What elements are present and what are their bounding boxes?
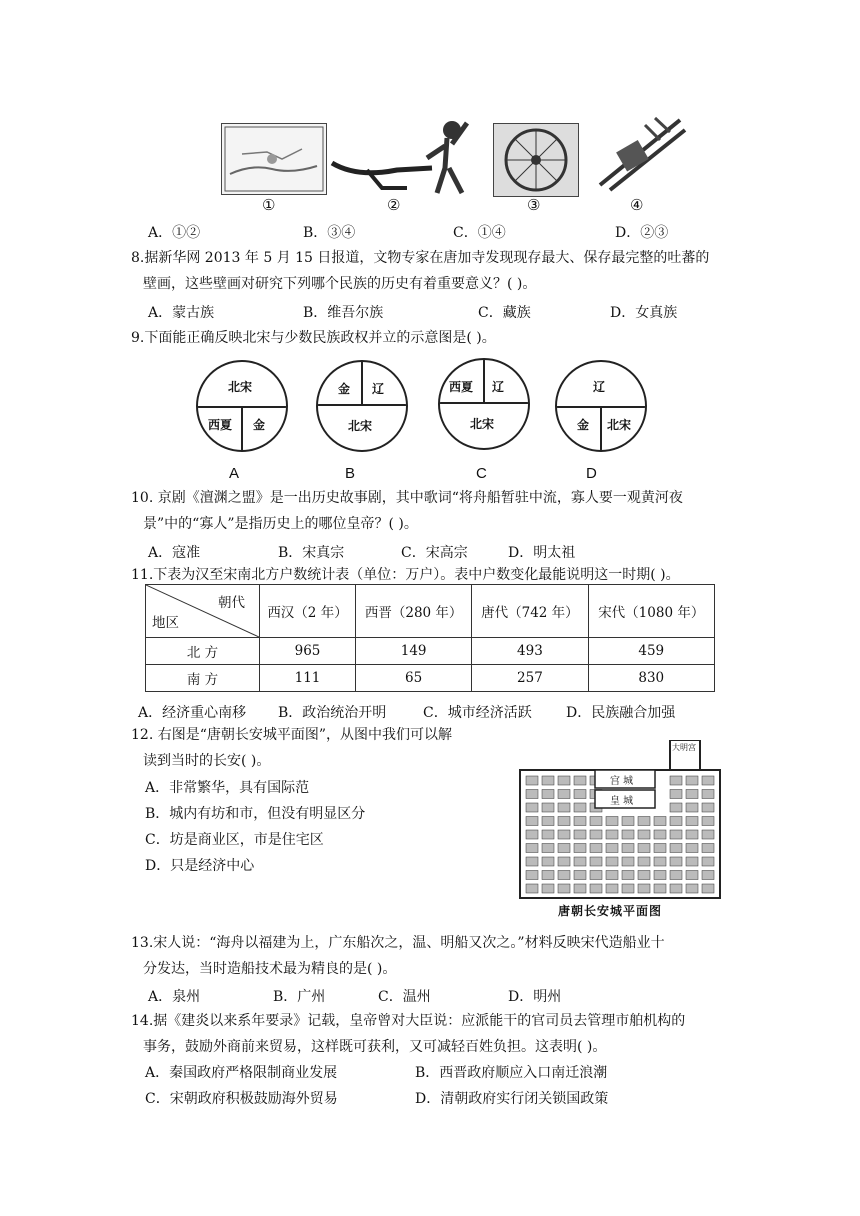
- table-row: [146, 665, 715, 692]
- map-ward-block: [654, 857, 666, 866]
- map-ward-block: [702, 871, 714, 880]
- table-cell: 965: [260, 638, 356, 665]
- table-column-header: 宋代（1080 年）: [588, 585, 714, 638]
- picture-label-3: ③: [527, 196, 541, 214]
- map-ward-block: [526, 830, 538, 839]
- q12-option-b[interactable]: B．城内有坊和市，但没有明显区分: [145, 806, 366, 822]
- map-ward-block: [670, 857, 682, 866]
- diagram-b-bottom: 北宋: [348, 419, 373, 433]
- map-ward-block: [670, 790, 682, 799]
- map-ward-block: [590, 817, 602, 826]
- question-8: [131, 245, 731, 297]
- picture-label-2: ②: [387, 196, 401, 214]
- q14-line2: 事务，鼓励外商前来贸易，这样既可获利，又可减轻百姓负担。这表明( )。: [143, 1039, 607, 1055]
- q8-option-c[interactable]: C．藏族: [478, 305, 531, 321]
- map-ward-block: [670, 871, 682, 880]
- question-14: [131, 1008, 731, 1060]
- changan-city-map: [510, 740, 735, 918]
- diagram-d-top: 辽: [593, 380, 606, 394]
- q12-line2: 读到当时的长安( )。: [143, 753, 271, 769]
- picture-1-drawing: [222, 124, 326, 194]
- map-daming-palace-label: 大明宫: [672, 743, 696, 752]
- map-ward-block: [606, 817, 618, 826]
- q13-line1: 13.宋人说：“海舟以福建为上，广东船次之，温、明船又次之。”材料反映宋代造船业十: [131, 935, 665, 951]
- map-ward-block: [574, 803, 586, 812]
- map-ward-block: [686, 817, 698, 826]
- map-ward-block: [526, 803, 538, 812]
- question-13: [131, 930, 731, 982]
- q12-option-d[interactable]: D．只是经济中心: [145, 858, 255, 874]
- map-ward-block: [702, 857, 714, 866]
- map-ward-block: [686, 844, 698, 853]
- map-ward-block: [654, 884, 666, 893]
- map-ward-block: [606, 857, 618, 866]
- picture-4-chain-pump: [590, 110, 690, 195]
- map-ward-block: [558, 790, 570, 799]
- map-ward-block: [590, 830, 602, 839]
- map-ward-block: [526, 817, 538, 826]
- map-ward-block: [574, 830, 586, 839]
- table-column-header: 西汉（2 年）: [260, 585, 356, 638]
- picture-2-plough: [327, 108, 477, 196]
- q11-option-b[interactable]: B．政治统治开明: [278, 705, 387, 721]
- map-ward-block: [542, 857, 554, 866]
- map-ward-block: [686, 790, 698, 799]
- map-ward-block: [526, 790, 538, 799]
- diagram-a-label[interactable]: A: [229, 465, 240, 482]
- map-ward-block: [686, 884, 698, 893]
- map-ward-block: [702, 776, 714, 785]
- table-row: [146, 638, 715, 665]
- picture-1-irrigation: [221, 123, 327, 195]
- q12-option-a[interactable]: A．非常繁华，具有国际范: [145, 780, 310, 796]
- map-ward-block: [590, 844, 602, 853]
- map-ward-block: [526, 884, 538, 893]
- map-ward-block: [574, 857, 586, 866]
- diagram-d-bottom-right: 北宋: [607, 418, 632, 432]
- map-ward-block: [670, 844, 682, 853]
- map-ward-block: [558, 884, 570, 893]
- map-ward-block: [622, 884, 634, 893]
- diagram-b-top-right: 辽: [372, 382, 385, 396]
- q10-line1: 10. 京剧《澶渊之盟》是一出历史故事剧，其中歌词“将舟船暂驻中流，寡人要一观黄河夜: [131, 490, 683, 506]
- map-ward-block: [670, 817, 682, 826]
- map-ward-block: [558, 776, 570, 785]
- q14-option-d[interactable]: D．清朝政府实行闭关锁国政策: [415, 1091, 609, 1107]
- map-imperial-city-label: 皇 城: [610, 796, 634, 807]
- question-10: [131, 485, 731, 537]
- map-ward-block: [622, 830, 634, 839]
- q11-option-d[interactable]: D．民族融合加强: [566, 705, 676, 721]
- map-ward-block: [526, 871, 538, 880]
- map-ward-block: [702, 817, 714, 826]
- q12-option-c[interactable]: C．坊是商业区，市是住宅区: [145, 832, 324, 848]
- map-ward-block: [686, 871, 698, 880]
- q8-line1: 8.据新华网 2013 年 5 月 15 日报道，文物专家在唐加寺发现现存最大、保存最完整的吐蕃的: [131, 250, 710, 266]
- picture-label-1: ①: [262, 196, 276, 214]
- diagram-c-top-left: 西夏: [449, 380, 474, 394]
- q10-option-c[interactable]: C．宋高宗: [401, 545, 468, 561]
- diagram-a-top: 北宋: [228, 380, 253, 394]
- q12-line1: 12. 右图是“唐朝长安城平面图”，从图中我们可以解: [131, 727, 453, 743]
- map-ward-block: [558, 817, 570, 826]
- table-column-header: 唐代（742 年）: [472, 585, 588, 638]
- map-ward-block: [638, 844, 650, 853]
- table-cell: 149: [356, 638, 472, 665]
- q8-option-b[interactable]: B．维吾尔族: [303, 305, 384, 321]
- q14-line1: 14.据《建炎以来系年要录》记载，皇帝曾对大臣说：应派能干的官司员去管理市舶机构的: [131, 1013, 686, 1029]
- table-cell: 111: [260, 665, 356, 692]
- map-ward-block: [542, 776, 554, 785]
- diagram-d: [555, 360, 647, 452]
- q10-line2: 景”中的“寡人”是指历史上的哪位皇帝？( )。: [143, 516, 418, 532]
- q11-option-a[interactable]: A．经济重心南移: [138, 705, 247, 721]
- map-ward-block: [574, 776, 586, 785]
- map-ward-block: [654, 830, 666, 839]
- q8-option-a[interactable]: A．蒙古族: [148, 305, 215, 321]
- q10-option-b[interactable]: B．宋真宗: [278, 545, 345, 561]
- map-ward-block: [670, 830, 682, 839]
- q7-option-a[interactable]: A．①②: [148, 225, 201, 241]
- table-row-label: 北 方: [146, 638, 260, 665]
- map-ward-block: [702, 844, 714, 853]
- q13-option-c[interactable]: C．温州: [378, 989, 431, 1005]
- picture-2-drawing: [327, 108, 477, 196]
- table-cell: 830: [588, 665, 714, 692]
- picture-label-4: ④: [630, 196, 644, 214]
- picture-3-waterwheel: [493, 123, 579, 197]
- map-ward-block: [622, 844, 634, 853]
- map-ward-block: [542, 830, 554, 839]
- map-ward-block: [574, 871, 586, 880]
- diagram-d-label[interactable]: D: [586, 465, 597, 482]
- map-ward-block: [558, 871, 570, 880]
- map-ward-block: [606, 830, 618, 839]
- map-ward-block: [622, 817, 634, 826]
- diagram-a-bottom-right: 金: [253, 418, 266, 432]
- corner-top-label: 朝代: [218, 595, 245, 611]
- question-12: [131, 722, 511, 774]
- map-ward-block: [622, 871, 634, 880]
- map-ward-block: [686, 857, 698, 866]
- map-ward-block: [622, 857, 634, 866]
- map-ward-block: [702, 803, 714, 812]
- q14-option-c[interactable]: C．宋朝政府积极鼓励海外贸易: [145, 1091, 338, 1107]
- map-ward-block: [702, 830, 714, 839]
- q7-option-b[interactable]: B．③④: [303, 225, 356, 241]
- map-ward-block: [542, 871, 554, 880]
- map-ward-block: [558, 857, 570, 866]
- map-ward-block: [526, 857, 538, 866]
- q14-option-b[interactable]: B．西晋政府顺应入口南迁浪潮: [415, 1065, 608, 1081]
- map-ward-block: [558, 830, 570, 839]
- diagram-b: [316, 360, 408, 452]
- changan-map-drawing: [510, 740, 735, 918]
- map-palace-label: 宫 城: [610, 776, 634, 787]
- q13-option-a[interactable]: A．泉州: [148, 989, 201, 1005]
- map-caption: 唐朝长安城平面图: [558, 904, 663, 918]
- map-ward-block: [638, 871, 650, 880]
- q12-options: [145, 775, 365, 879]
- map-ward-block: [670, 776, 682, 785]
- diagram-a: [196, 360, 288, 452]
- q7-option-c[interactable]: C．①④: [453, 225, 506, 241]
- map-ward-block: [606, 871, 618, 880]
- q9-stem: 9.下面能正确反映北宋与少数民族政权并立的示意图是( )。: [131, 330, 496, 346]
- q13-option-d[interactable]: D．明州: [508, 989, 562, 1005]
- map-ward-block: [606, 844, 618, 853]
- map-ward-block: [606, 884, 618, 893]
- map-ward-block: [590, 871, 602, 880]
- map-ward-block: [542, 817, 554, 826]
- map-ward-block: [574, 884, 586, 893]
- q7-option-d[interactable]: D．②③: [615, 225, 669, 241]
- map-ward-block: [638, 817, 650, 826]
- picture-3-drawing: [494, 124, 578, 196]
- map-ward-block: [638, 884, 650, 893]
- q10-option-a[interactable]: A．寇准: [148, 545, 201, 561]
- diagram-d-bottom-left: 金: [577, 418, 590, 432]
- map-ward-block: [574, 790, 586, 799]
- table-cell: 493: [472, 638, 588, 665]
- map-ward-block: [638, 830, 650, 839]
- map-ward-block: [574, 844, 586, 853]
- table-cell: 65: [356, 665, 472, 692]
- table-row-label: 南 方: [146, 665, 260, 692]
- map-ward-block: [542, 884, 554, 893]
- map-ward-block: [542, 790, 554, 799]
- map-ward-block: [686, 803, 698, 812]
- map-ward-block: [702, 790, 714, 799]
- q13-line2: 分发达，当时造船技术最为精良的是( )。: [143, 961, 397, 977]
- map-ward-block: [638, 857, 650, 866]
- map-ward-block: [590, 857, 602, 866]
- q8-option-d[interactable]: D．女真族: [610, 305, 678, 321]
- map-ward-block: [542, 844, 554, 853]
- table-cell: 459: [588, 638, 714, 665]
- map-ward-block: [526, 844, 538, 853]
- map-ward-block: [686, 776, 698, 785]
- diagram-a-bottom-left: 西夏: [208, 418, 233, 432]
- q13-option-b[interactable]: B．广州: [273, 989, 326, 1005]
- q11-option-c[interactable]: C．城市经济活跃: [423, 705, 532, 721]
- map-ward-block: [654, 817, 666, 826]
- map-ward-block: [686, 830, 698, 839]
- diagram-b-label[interactable]: B: [345, 465, 356, 482]
- diagram-c-top-right: 辽: [492, 380, 505, 394]
- q11-stem: 11.下表为汉至宋南北方户数统计表（单位：万户）。表中户数变化最能说明这一时期( )。: [131, 567, 680, 583]
- map-ward-block: [670, 803, 682, 812]
- diagram-c-label[interactable]: C: [476, 465, 487, 482]
- map-ward-block: [590, 884, 602, 893]
- diagram-b-top-left: 金: [338, 382, 351, 396]
- question-9: [131, 325, 731, 351]
- map-ward-block: [670, 884, 682, 893]
- picture-4-drawing: [590, 110, 690, 195]
- map-ward-block: [654, 871, 666, 880]
- q10-option-d[interactable]: D．明太祖: [508, 545, 576, 561]
- table-cell: 257: [472, 665, 588, 692]
- q11-table: [145, 584, 715, 692]
- q14-option-a[interactable]: A．秦国政府严格限制商业发展: [145, 1065, 338, 1081]
- map-ward-block: [542, 803, 554, 812]
- diagram-c-bottom: 北宋: [470, 417, 495, 431]
- map-ward-block: [526, 776, 538, 785]
- q8-line2: 壁画，这些壁画对研究下列哪个民族的历史有着重要意义？( )。: [143, 276, 537, 292]
- map-ward-block: [558, 844, 570, 853]
- map-ward-block: [574, 817, 586, 826]
- diagram-c: [438, 358, 530, 450]
- map-ward-block: [558, 803, 570, 812]
- map-ward-block: [702, 884, 714, 893]
- map-ward-block: [654, 844, 666, 853]
- corner-bottom-label: 地区: [152, 615, 179, 631]
- table-column-header: 西晋（280 年）: [356, 585, 472, 638]
- table-header-row: [146, 585, 715, 638]
- table-corner-cell: [146, 585, 260, 638]
